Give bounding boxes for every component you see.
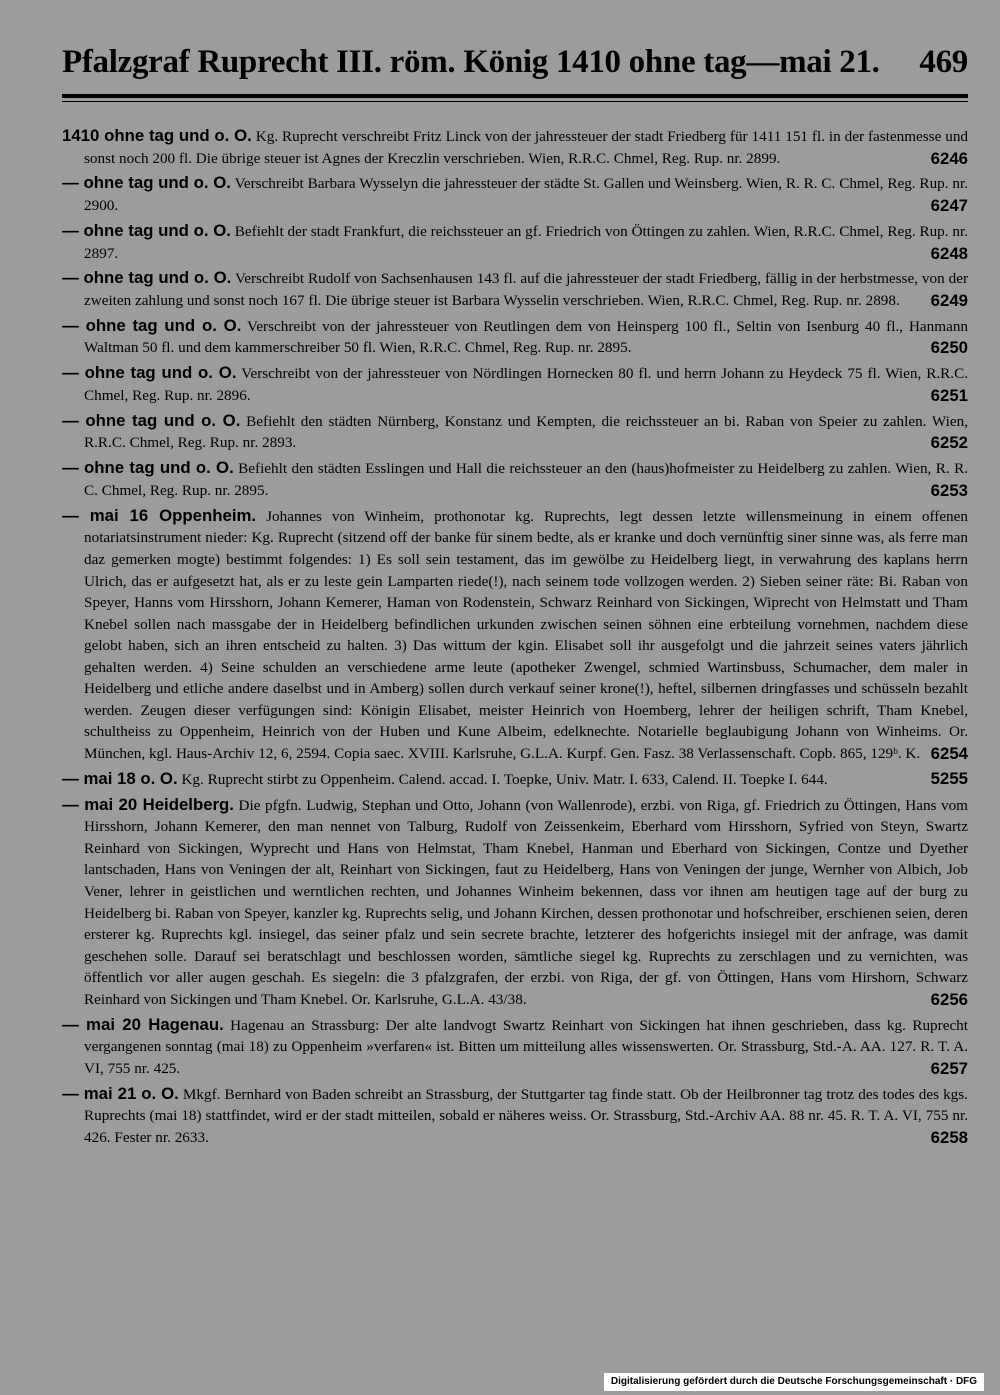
entry-date: — mai 16 Oppenheim. (62, 505, 257, 525)
regest-entry (62, 362, 968, 406)
entry-number: 6258 (930, 1127, 968, 1147)
entry-text: Mkgf. Bernhard von Baden schreibt an Strassburg, der Stuttgarter tag finde statt. Ob der Heilbronner tag trotz des todes des kgs. Ruprechts (mai 18) stattfindet, wird er der stadt mitteilen, sobald er näheres weiss. Or. Strassburg, Std.-Archiv AA. 88 nr. 45. R. T. A. VI, 755 nr. 426. Fester nr. 2633. (84, 1085, 968, 1146)
entry-date: — ohne tag und o. O. (62, 363, 237, 383)
entry-text: Befiehlt der stadt Frankfurt, die reichssteuer an gf. Friedrich von Öttingen zu zahlen. Wien, R.R.C. Chmel, Reg. Rup. nr. 2897. (84, 222, 969, 262)
entry-number: 6246 (930, 148, 968, 168)
entry-number: 6250 (930, 338, 968, 358)
header-rule-thin (62, 101, 968, 102)
entry-number: 6252 (930, 433, 968, 453)
entry-date: — ohne tag und o. O. (62, 315, 242, 335)
regest-entry (62, 1014, 968, 1080)
regest-entry (62, 505, 968, 765)
entry-text: Verschreibt von der jahressteuer von Reutlingen dem von Heinsperg 100 fl., Seltin von Isenburg 40 fl., Hanmann Waltman 50 fl. und dem kammerschreiber 50 fl. Wien, R.R.C. Chmel, Reg. Rup. nr. 2895. (84, 317, 969, 357)
entry-number: 6257 (930, 1058, 968, 1078)
entry-number: 6247 (930, 196, 968, 216)
entry-text: Hagenau an Strassburg: Der alte landvogt Swartz Reinhart von Sickingen hat ihnen geschrieben, dass kg. Ruprecht vergangenen sonntag (mai 18) zu Oppenheim »verfaren« ist. Bitten um mitteilung alles wissenswerten. Or. Strassburg, Std.-A. AA. 127. R. T. A. VI, 755 nr. 425. (84, 1016, 968, 1077)
page-number: 469 (919, 44, 968, 80)
entry-text: Kg. Ruprecht stirbt zu Oppenheim. Calend. accad. I. Toepke, Univ. Matr. I. 633, Calend. II. Toepke I. 644. (181, 770, 828, 788)
entry-number: 5255 (930, 768, 968, 788)
entry-date: — mai 20 Heidelberg. (62, 794, 234, 814)
entry-number: 6249 (930, 291, 968, 310)
entry-text: Befiehlt den städten Nürnberg, Konstanz und Kempten, die reichssteuer an bi. Raban von Speier zu zahlen. Wien, R.R.C. Chmel, Reg. Rup. nr. 2893. (84, 412, 969, 452)
entry-text: Verschreibt Barbara Wysselyn die jahressteuer der städte St. Gallen und Weinsberg. Wien, R. R. C. Chmel, Reg. Rup. nr. 2900. (84, 175, 969, 215)
regest-entry (62, 1083, 968, 1149)
entry-text: Verschreibt von der jahressteuer von Nördlingen Hornecken 80 fl. und herrn Johann zu Heydeck 75 fl. Wien, R.R.C. Chmel, Reg. Rup. nr. 2896. (84, 365, 969, 404)
entry-text: Befiehlt den städten Esslingen und Hall die reichssteuer an den (haus)hofmeister zu Heidelberg zu zahlen. Wien, R. R. C. Chmel, Reg. Rup. nr. 2895. (84, 460, 968, 499)
regest-entry (62, 768, 968, 791)
regest-entry (62, 267, 968, 311)
entry-text: Johannes von Winheim, prothonotar kg. Ruprechts, legt dessen letzte willensmeinung in einem offenen notariatsinstrument nieder: Kg. Ruprecht (sitzend off der banke für sinem bedte, als er kranke und doch vernünftig siner sinne was, als ferre man daz gemerken mogte) bestimmt folgendes: 1) Es soll sein testament, das im gewölbe zu Heidelberg liegt, in verwahrung des kaplans herrn Ulrich, das er aufgesetzt hat, als er zu leste gein Lamparten riede(!), nach seinem tode vollzogen werden. 2) Sieben seiner räte: Bi. Raban von Speyer, Hanns vom Hirsshorn, Johann Kemerer, Haman von Rodenstein, Schwarz Reinhard von Sickingen, Wiprecht von Helmstatt und Tham Knebel sollen nach massgabe der in Heidelberg befindlichen urkunden zwischen seinen söhnen eine erbteilung vornehmen, nachdem diese gelobt haben, sich an ihren entscheid zu halten. 3) Das wittum der kgin. Elisabet soll ihr ausgefolgt und die jahrzeit seines vaters jährlich gehalten werden. 4) Seine schulden an verschiedene arme leute (apotheker Zwengel, schmied Wartinsbuss, Schumacher, dem maler in Heidelberg und etliche andere daselbst und in Amberg) sollen durch verkauf seiner krone(!), heftel, silbernen dringfasses und schüsseln bezahlt werden. Zeugen dieser verfügungen sind: Königin Elisabet, meister Heinrich von Hoemberg, lehrer der heiligen schrift, Tham Knebel, schultheiss zu Oppenheim, Heinrich von der Huben und Kune Albeim, edelknechte. Notarielle beglaubigung Johann von Winheims. Or. München, kgl. Haus-Archiv 12, 6, 2594. Copia saec. XVIII. Karlsruhe, G.L.A. Kurpf. Gen. Fasz. 38 Verlassenschaft. Copb. 865, 129ᵇ. K. (84, 507, 968, 762)
page-header (62, 44, 968, 90)
regest-entry (62, 410, 968, 454)
entry-text: Kg. Ruprecht verschreibt Fritz Linck von der jahressteuer der stadt Friedberg für 1411 151 fl. in der fastenmesse und sonst noch 200 fl. Die übrige steuer ist Agnes der Kreczlin verschrieben. Wien, R.R.C. Chmel, Reg. Rup. nr. 2899. (84, 128, 969, 167)
entry-date: 1410 ohne tag und o. O. (62, 126, 252, 145)
regest-entry (62, 172, 968, 216)
regest-entry (62, 794, 968, 1010)
entry-number: 6256 (930, 989, 968, 1009)
entry-date: — ohne tag und o. O. (62, 458, 234, 478)
entry-date: — mai 21 o. O. (62, 1083, 179, 1103)
entry-date: — ohne tag und o. O. (62, 268, 232, 288)
entry-date: — ohne tag und o. O. (62, 173, 231, 193)
entry-date: — ohne tag und o. O. (62, 410, 241, 430)
entry-date: — ohne tag und o. O. (62, 220, 231, 240)
regest-entry (62, 315, 968, 359)
regest-entry (62, 125, 968, 169)
entry-text: Verschreibt Rudolf von Sachsenhausen 143 fl. auf die jahressteuer der stadt Friedberg, fällig in der herbstmesse, von der zweiten zahlung und sonst noch 167 fl. Die übrige steuer ist Barbara Wysselin verschrieben. Wien, R.R.C. Chmel, Reg. Rup. nr. 2898. (84, 270, 969, 309)
dfg-funding-footer: Digitalisierung gefördert durch die Deutsche Forschungsgemeinschaft · DFG (604, 1373, 984, 1391)
regest-entry (62, 220, 968, 264)
entry-text: Die pfgfn. Ludwig, Stephan und Otto, Johann (von Wallenrode), erzbi. von Riga, gf. Friedrich zu Öttingen, Hans vom Hirsshorn, Johann Kemerer, den man nennet von Talburg, Rudolf von Zeissenkeim, Eberhard vom Hirsshorn, Syfried von Steyn, Swartz Reinhard von Sickingen, Wyprecht und Hans von Helmstat, Tham Knebel, Hanman und Eberhard von Sickingen, Contze und Dyether lantschaden, Hans von Veningen der alt, Reinhart von Sickingen, faut zu Heidelberg, Hans von Veningen der junge, Wernher von Albich, Job Vener, lehrer in geistlichen und werntlichen rechten, und Johannes Winheim bekennen, dass vor ihnen am heutigen tage auf der burg zu Heidelberg bi. Raban von Speyer, kanzler kg. Ruprechts selig, und Johann Kirchen, dessen prothonotar und hofschreiber, erschienen seien, deren ersterer kg. Ruprechts kgl. insiegel, das seiner pfalz und sein secrete brachte, letzterer des hofgerichts insiegel mit der anfrage, was damit geschehen solle. Darauf sei beratschlagt und beschlossen worden, sämtliche siegel kg. Ruprechts zu zerschlagen und zu vernichten, was öffentlich vor aller augen geschah. Es siegeln: die 3 pfalzgrafen, der erzbi. von Riga, der gf. von Öttingen, Hans vom Hirshorn, Schwarz Reinhard von Sickingen und Tham Knebel. Or. Karlsruhe, G.L.A. 43/38. (84, 796, 968, 1008)
entry-number: 6253 (930, 480, 968, 500)
regest-entry (62, 457, 968, 501)
entry-number: 6251 (930, 385, 968, 405)
entry-number: 6254 (930, 743, 968, 763)
entry-date: — mai 18 o. O. (62, 768, 178, 788)
entry-date: — mai 20 Hagenau. (62, 1014, 224, 1034)
entry-number: 6248 (930, 243, 968, 263)
running-title: Pfalzgraf Ruprecht III. röm. König 1410 ohne tag—mai 21. (62, 44, 880, 80)
header-rule-thick (62, 94, 968, 98)
regesta-list (62, 125, 968, 1152)
